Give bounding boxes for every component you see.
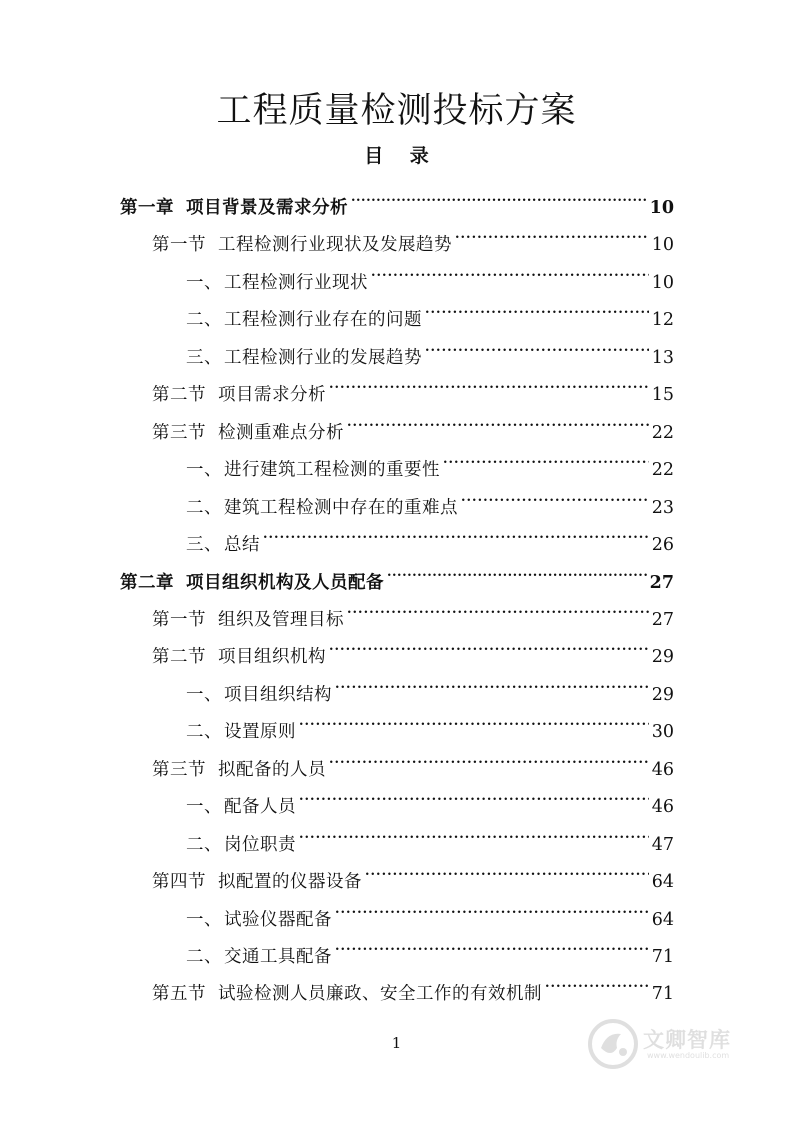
toc-entry-number: 第二节	[152, 647, 206, 667]
toc-section-entry[interactable]	[152, 625, 674, 667]
toc-subsection-entry[interactable]	[186, 251, 674, 293]
toc-section-entry[interactable]	[152, 738, 674, 780]
toc-page-number: 71	[651, 947, 674, 967]
toc-dot-leader	[371, 251, 649, 288]
toc-dot-leader	[329, 363, 649, 400]
toc-dot-leader	[335, 925, 649, 962]
toc-entry-label: 工程检测行业现状及发展趋势	[218, 235, 452, 255]
toc-page-number: 15	[651, 385, 674, 405]
toc-entry-label: 工程检测行业存在的问题	[224, 310, 422, 330]
toc-entry-number: 二、	[186, 310, 222, 330]
toc-subsection-entry[interactable]	[186, 326, 674, 368]
toc-page-number: 30	[651, 722, 674, 742]
watermark-text: 文卿智库	[643, 1028, 731, 1052]
toc-page-number: 29	[651, 647, 674, 667]
toc-subsection-entry[interactable]	[186, 775, 674, 817]
toc-entry-number: 第一节	[152, 610, 206, 630]
toc-entry-number: 一、	[186, 273, 222, 293]
toc-page-number: 13	[651, 348, 674, 368]
toc-dot-leader	[335, 663, 649, 700]
toc-entry-label: 拟配备的人员	[218, 760, 326, 780]
toc-dot-leader	[299, 775, 649, 812]
toc-entry-label: 项目组织结构	[224, 685, 332, 705]
toc-subsection-entry[interactable]	[186, 288, 674, 330]
toc-entry-label: 拟配置的仪器设备	[218, 872, 362, 892]
toc-page-number: 46	[651, 760, 674, 780]
toc-dot-leader	[329, 738, 649, 775]
toc-entry-label: 工程检测行业的发展趋势	[224, 348, 422, 368]
toc-page-number: 29	[651, 685, 674, 705]
toc-entry-number: 第五节	[152, 984, 206, 1004]
toc-section-entry[interactable]	[152, 962, 674, 1004]
toc-dot-leader	[461, 476, 649, 513]
toc-entry-number: 第二节	[152, 385, 206, 405]
toc-page-number: 10	[651, 235, 674, 255]
watermark	[587, 1018, 757, 1070]
toc-section-entry[interactable]	[152, 401, 674, 443]
page-number: 1	[391, 1034, 402, 1052]
toc-subsection-entry[interactable]	[186, 813, 674, 855]
toc-dot-leader	[443, 438, 649, 475]
toc-entry-label: 建筑工程检测中存在的重难点	[224, 498, 458, 518]
toc-page-number: 27	[651, 610, 674, 630]
toc-entry-number: 第三节	[152, 423, 206, 443]
toc-subsection-entry[interactable]	[186, 476, 674, 518]
toc-section-entry[interactable]	[152, 850, 674, 892]
toc-page-number: 12	[651, 310, 674, 330]
toc-subsection-entry[interactable]	[186, 888, 674, 930]
toc-dot-leader	[545, 962, 649, 999]
toc-entry-number: 二、	[186, 947, 222, 967]
toc-page-number: 23	[651, 498, 674, 518]
toc-subsection-entry[interactable]	[186, 438, 674, 480]
toc-entry-number: 一、	[186, 797, 222, 817]
toc-entry-label: 项目组织机构	[218, 647, 326, 667]
toc-section-entry[interactable]	[152, 213, 674, 255]
toc-dot-leader	[365, 850, 649, 887]
toc-page-number: 64	[651, 872, 674, 892]
toc-dot-leader	[263, 513, 649, 550]
toc-entry-number: 第二章	[120, 573, 174, 593]
toc-entry-label: 总结	[224, 535, 260, 555]
toc-entry-number: 三、	[186, 348, 222, 368]
toc-subsection-entry[interactable]	[186, 700, 674, 742]
toc-dot-leader	[299, 700, 649, 737]
toc-dot-leader	[329, 625, 649, 662]
toc-entry-label: 工程检测行业现状	[224, 273, 368, 293]
toc-heading: 目 录	[364, 145, 439, 167]
toc-entry-label: 配备人员	[224, 797, 296, 817]
toc-entry-label: 进行建筑工程检测的重要性	[224, 460, 440, 480]
toc-section-entry[interactable]	[152, 363, 674, 405]
toc-subsection-entry[interactable]	[186, 513, 674, 555]
toc-section-entry[interactable]	[152, 588, 674, 630]
toc-dot-leader	[455, 213, 649, 250]
toc-entry-number: 三、	[186, 535, 222, 555]
toc-entry-label: 试验检测人员廉政、安全工作的有效机制	[218, 984, 542, 1004]
toc-dot-leader	[335, 888, 649, 925]
toc-entry-label: 交通工具配备	[224, 947, 332, 967]
toc-entry-number: 二、	[186, 498, 222, 518]
toc-entry-number: 一、	[186, 910, 222, 930]
toc-entry-label: 检测重难点分析	[218, 423, 344, 443]
toc-entry-label: 岗位职责	[224, 835, 296, 855]
toc-entry-number: 一、	[186, 685, 222, 705]
toc-page-number: 64	[651, 910, 674, 930]
toc-page-number: 26	[651, 535, 674, 555]
toc-dot-leader	[425, 288, 649, 325]
toc-page-number: 47	[651, 835, 674, 855]
toc-entry-title	[152, 976, 542, 1013]
toc-entry-number: 第一节	[152, 235, 206, 255]
toc-chapter-entry[interactable]	[120, 551, 674, 593]
toc-entry-label: 项目组织机构及人员配备	[186, 573, 384, 593]
toc-chapter-entry[interactable]	[120, 176, 674, 218]
toc-dot-leader	[299, 813, 649, 850]
watermark-logo-icon	[587, 1018, 639, 1070]
toc-entry-label: 项目需求分析	[218, 385, 326, 405]
toc-entry-number: 第三节	[152, 760, 206, 780]
toc-page-number: 10	[649, 198, 674, 218]
toc-entry-number: 二、	[186, 835, 222, 855]
toc-entry-label: 试验仪器配备	[224, 910, 332, 930]
toc-entry-number: 第一章	[120, 198, 174, 218]
toc-dot-leader	[347, 588, 649, 625]
toc-entry-number: 二、	[186, 722, 222, 742]
toc-dot-leader	[387, 551, 647, 588]
toc-dot-leader	[351, 176, 647, 213]
watermark-url: www.wendoulib.com	[647, 1051, 730, 1060]
toc-subsection-entry[interactable]	[186, 663, 674, 705]
toc-entry-label: 项目背景及需求分析	[186, 198, 348, 218]
toc-page-number: 22	[651, 423, 674, 443]
toc-page-number: 46	[651, 797, 674, 817]
toc-entry-label: 组织及管理目标	[218, 610, 344, 630]
toc-page-number: 10	[651, 273, 674, 293]
toc-dot-leader	[425, 326, 649, 363]
page-title: 工程质量检测投标方案	[216, 91, 577, 131]
toc-subsection-entry[interactable]	[186, 925, 674, 967]
toc-entry-number: 一、	[186, 460, 222, 480]
toc-dot-leader	[347, 401, 649, 438]
toc-page-number: 22	[651, 460, 674, 480]
toc-entry-number: 第四节	[152, 872, 206, 892]
toc-entry-label: 设置原则	[224, 722, 296, 742]
toc-page-number: 71	[651, 984, 674, 1004]
toc-page-number: 27	[649, 573, 674, 593]
